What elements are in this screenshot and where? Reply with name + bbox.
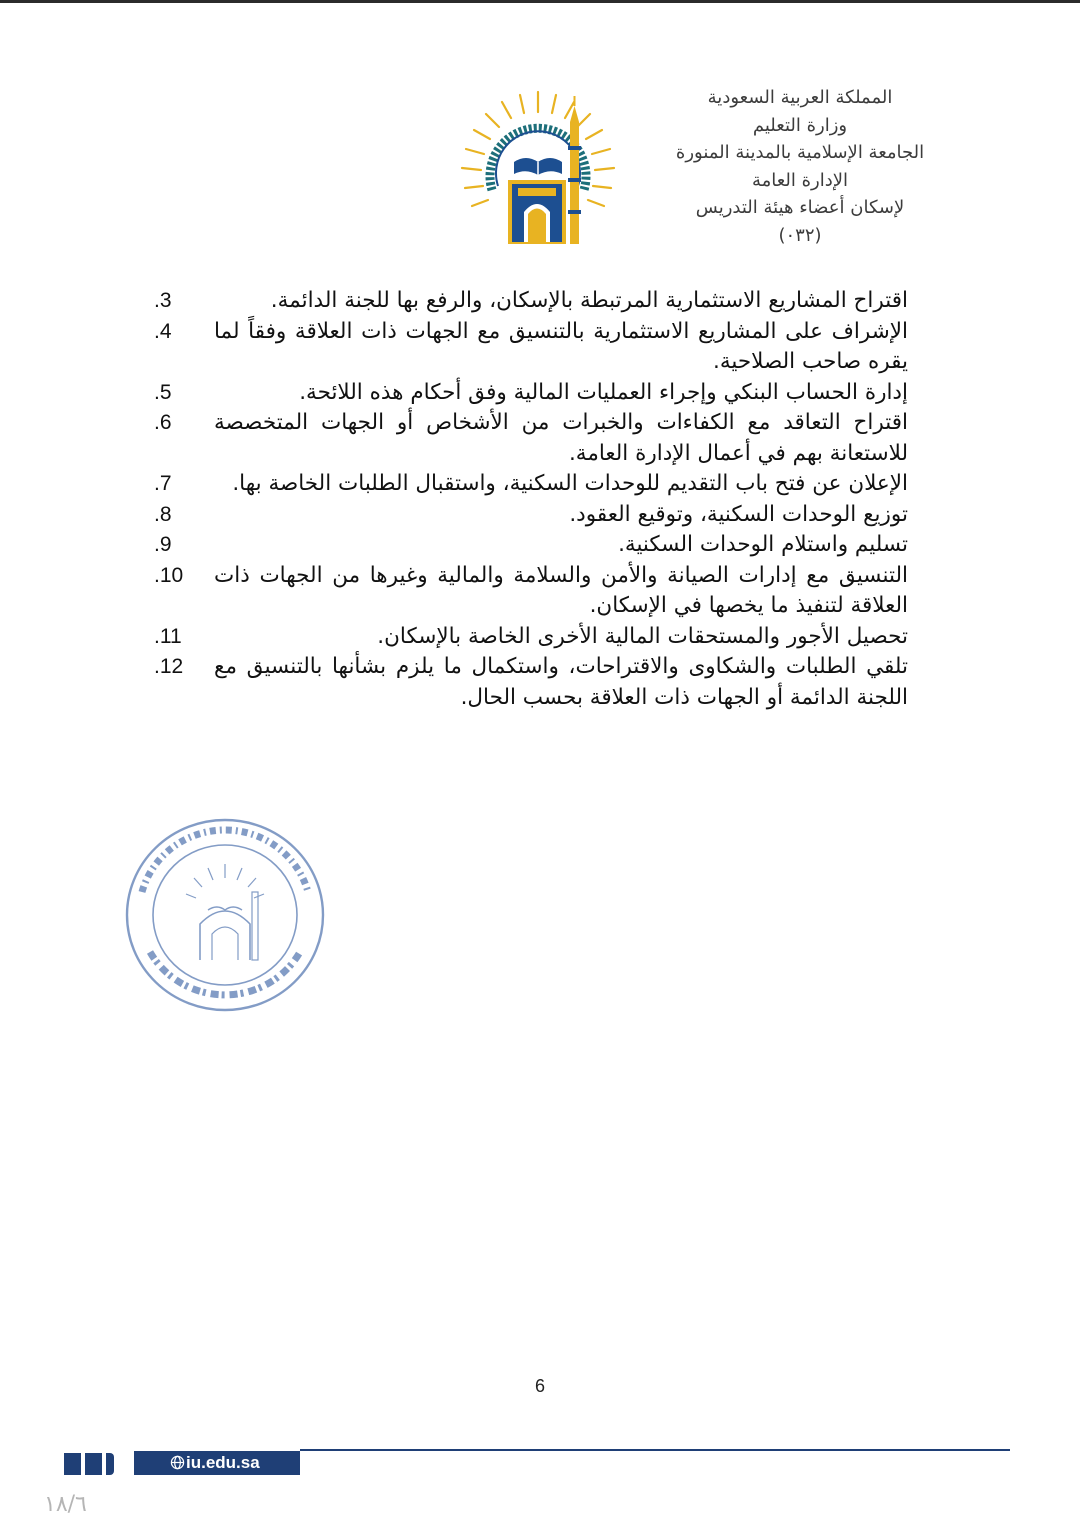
list-item	[148, 500, 908, 531]
footer-bar	[85, 1453, 102, 1475]
council-seal-icon	[120, 812, 330, 1018]
footer-bars-decoration	[64, 1453, 114, 1475]
list-item	[148, 378, 908, 409]
list-item-number: .12	[154, 655, 184, 678]
header-line-unit: لإسكان أعضاء هيئة التدريس	[695, 197, 905, 218]
globe-icon	[170, 1455, 185, 1470]
header-line-department: الإدارة العامة	[751, 169, 849, 191]
list-item-number: .10	[154, 563, 184, 587]
list-item-number: .11	[154, 624, 182, 648]
footer-bar	[64, 1453, 81, 1475]
list-item	[148, 622, 908, 653]
list-item	[148, 317, 908, 378]
list-item-text: تحصيل الأجور والمستحقات المالية الأخرى الخاصة بالإسكان.	[377, 623, 908, 649]
list-item-text: اقتراح المشاريع الاستثمارية المرتبطة بالإسكان، والرفع بها للجنة الدائمة.	[270, 288, 908, 313]
footer-rule	[300, 1449, 1010, 1451]
list-item-number: .7	[154, 472, 172, 495]
list-item-number: .5	[154, 380, 172, 404]
header-line-country: المملكة العربية السعودية	[707, 87, 893, 108]
handwritten-page-mark: ١٨/٦	[44, 1492, 87, 1517]
top-border	[0, 0, 1080, 3]
list-item	[148, 561, 908, 622]
footer-url-text[interactable]: iu.edu.sa	[186, 1453, 260, 1472]
list-item-text: اقتراح التعاقد مع الكفاءات والخبرات من الأشخاص أو الجهات المتخصصة للاستعانة بهم في أعمال الإدارة العامة.	[214, 410, 908, 466]
list-item-text: إدارة الحساب البنكي وإجراء العمليات المالية وفق أحكام هذه اللائحة.	[299, 379, 908, 405]
list-item-text: الإعلان عن فتح باب التقديم للوحدات السكنية، واستقبال الطلبات الخاصة بها.	[232, 471, 908, 496]
list-item	[148, 530, 908, 561]
header-line-university: الجامعة الإسلامية بالمدينة المنورة	[675, 142, 925, 163]
footer-bar	[106, 1453, 114, 1475]
university-logo-icon	[452, 82, 624, 254]
header-line-ministry: وزارة التعليم	[752, 114, 848, 136]
list-item	[148, 469, 908, 500]
duties-list	[148, 286, 908, 713]
page-number: 6	[534, 1376, 545, 1396]
list-item-number: .4	[154, 319, 172, 343]
list-item-text: تلقي الطلبات والشكاوى والاقتراحات، واستكمال ما يلزم بشأنها بالتنسيق مع اللجنة الدائمة أو الجهات ذات العلاقة بحسب الحال.	[214, 654, 908, 710]
list-item	[148, 286, 908, 317]
list-item-text: توزيع الوحدات السكنية، وتوقيع العقود.	[569, 501, 908, 527]
header-line-code: (٠٣٢)	[778, 224, 822, 246]
list-item-text: الإشراف على المشاريع الاستثمارية بالتنسيق مع الجهات ذات العلاقة وفقاً لما يقره صاحب الصلاحية.	[214, 318, 908, 374]
list-item-text: تسليم واستلام الوحدات السكنية.	[618, 532, 908, 557]
list-item-number: .9	[154, 533, 172, 556]
list-item-text: التنسيق مع إدارات الصيانة والأمن والسلامة والمالية وغيرها من الجهات ذات العلاقة لتنفيذ ما يخصها في الإسكان.	[214, 562, 908, 618]
list-item-number: .3	[154, 289, 172, 312]
list-item-number: .8	[154, 502, 172, 526]
list-item	[148, 652, 908, 713]
footer-website[interactable]	[134, 1451, 300, 1475]
list-item	[148, 408, 908, 469]
list-item-number: .6	[154, 411, 172, 434]
letterhead	[630, 84, 970, 249]
